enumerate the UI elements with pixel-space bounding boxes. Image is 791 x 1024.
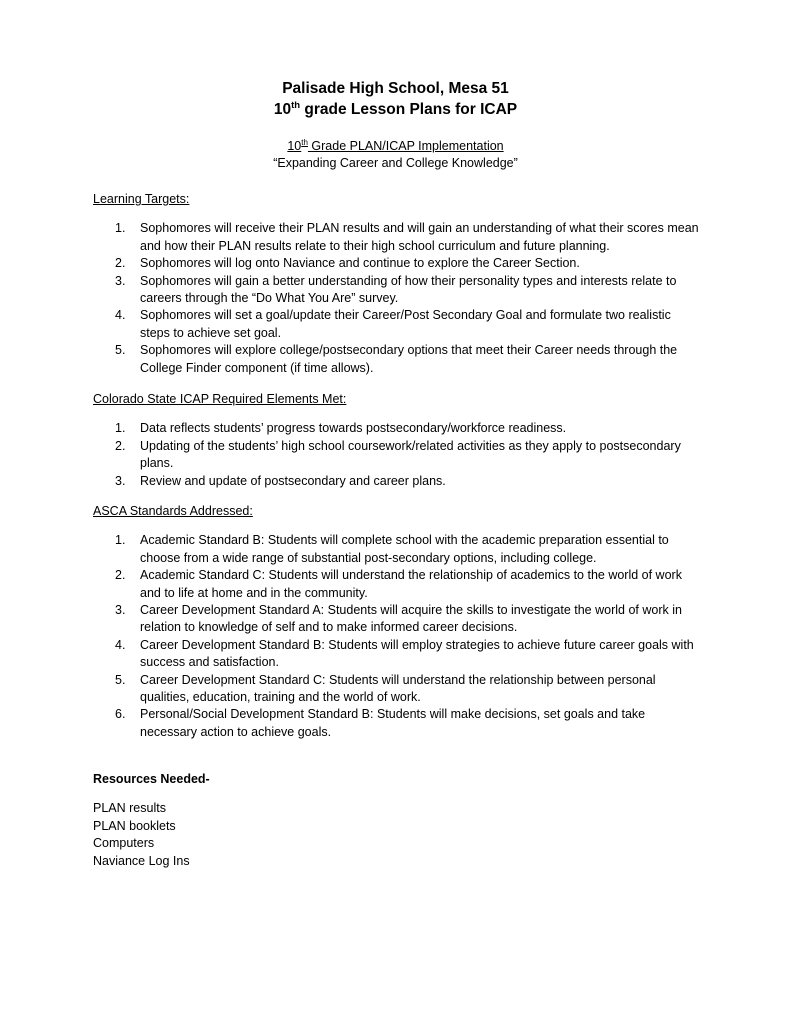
- resource-item: Naviance Log Ins: [93, 853, 190, 868]
- list-item-text: Personal/Social Development Standard B: Students will make decisions, set goals and take necessary action to achieve goals.: [140, 707, 646, 739]
- list-item: [93, 567, 703, 602]
- asca-standards-heading: ASCA Standards Addressed:: [93, 504, 253, 518]
- resources-section: [93, 771, 703, 870]
- list-item-number: 3.: [115, 473, 126, 488]
- list-item-text: Sophomores will set a goal/update their Career/Post Secondary Goal and formulate two realistic steps to achieve set goal.: [140, 308, 671, 340]
- list-item-text: Data reflects students’ progress towards postsecondary/workforce readiness.: [140, 421, 567, 436]
- list-item-text: Academic Standard C: Students will understand the relationship of academics to the world of work and to life at home and in the community.: [140, 568, 682, 600]
- list-item-number: 3.: [115, 273, 126, 288]
- list-item: [93, 706, 703, 741]
- resources-heading: Resources Needed-: [93, 772, 210, 786]
- subtitle-grade-suffix: th: [301, 137, 308, 147]
- title-grade-suffix: th: [291, 99, 301, 111]
- list-item-text: Academic Standard B: Students will complete school with the academic preparation essential to choose from a wide range of substantial post-secondary options, including college.: [140, 533, 669, 565]
- resource-item: PLAN results: [93, 801, 166, 816]
- list-item-text: Career Development Standard B: Students will employ strategies to achieve future career goals with success and satisfaction.: [140, 637, 694, 670]
- list-item: [93, 602, 703, 637]
- subtitle-implementation: [0, 138, 791, 155]
- list-item-number: 4.: [115, 308, 126, 323]
- list-item-number: 1.: [115, 421, 126, 436]
- icap-elements-list: [93, 420, 703, 490]
- list-item: [93, 307, 703, 342]
- list-item: [93, 438, 703, 473]
- icap-elements-heading: Colorado State ICAP Required Elements Met:: [93, 392, 347, 406]
- title-lesson-plans: [0, 99, 791, 120]
- list-item: [93, 672, 703, 707]
- asca-standards-list: [93, 532, 703, 741]
- list-item-number: 5.: [115, 343, 126, 358]
- list-item-text: Updating of the students’ high school coursework/related activities as they apply to postsecondary plans.: [140, 438, 681, 471]
- title-school: Palisade High School, Mesa 51: [282, 80, 509, 97]
- list-item-number: 5.: [115, 672, 126, 687]
- list-item-number: 1.: [115, 533, 126, 548]
- learning-targets-heading: Learning Targets:: [93, 192, 190, 206]
- icap-elements-section: [93, 391, 703, 490]
- list-item-number: 6.: [115, 707, 126, 722]
- document-subtitle: [0, 138, 791, 172]
- list-item-text: Career Development Standard A: Students will acquire the skills to investigate the world of work in relation to knowledge of self and to make informed career decisions.: [140, 603, 682, 635]
- list-item-text: Sophomores will receive their PLAN results and will gain an understanding of what their scores mean and how their PLAN results relate to their high school curriculum and future planning.: [140, 221, 699, 253]
- list-item-text: Sophomores will explore college/postsecondary options that meet their Career needs through the College Finder component (if time allows).: [140, 343, 678, 375]
- title-lesson-plans-text: grade Lesson Plans for ICAP: [300, 101, 518, 118]
- list-item-number: 2.: [115, 256, 126, 271]
- list-item: [93, 637, 703, 672]
- list-item: [93, 473, 703, 490]
- list-item: [93, 273, 703, 308]
- list-item: [93, 220, 703, 255]
- list-item: [93, 532, 703, 567]
- list-item-number: 2.: [115, 438, 126, 453]
- list-item-number: 4.: [115, 637, 126, 652]
- list-item-text: Sophomores will gain a better understanding of how their personality types and interests relate to careers through the “Do What You Are” survey.: [140, 273, 677, 306]
- list-item-text: Sophomores will log onto Naviance and continue to explore the Career Section.: [140, 256, 580, 271]
- title-grade-number: 10: [273, 101, 292, 118]
- list-item: [93, 255, 703, 272]
- document-title: [0, 78, 791, 120]
- list-item-text: Career Development Standard C: Students will understand the relationship between personal qualities, education, training and the world of work.: [140, 672, 656, 705]
- learning-targets-section: [93, 191, 703, 377]
- resource-item: Computers: [93, 836, 155, 851]
- list-item-number: 1.: [115, 221, 126, 236]
- asca-standards-section: [93, 503, 703, 741]
- list-item-number: 3.: [115, 603, 126, 618]
- resource-item: PLAN booklets: [93, 818, 176, 833]
- subtitle-implementation-text: Grade PLAN/ICAP Implementation: [307, 139, 504, 153]
- subtitle-grade-number: 10: [287, 139, 302, 153]
- list-item-text: Review and update of postsecondary and career plans.: [140, 473, 446, 488]
- subtitle-quote: “Expanding Career and College Knowledge”: [273, 156, 518, 170]
- list-item: [93, 420, 703, 437]
- list-item: [93, 342, 703, 377]
- list-item-number: 2.: [115, 568, 126, 583]
- learning-targets-list: [93, 220, 703, 377]
